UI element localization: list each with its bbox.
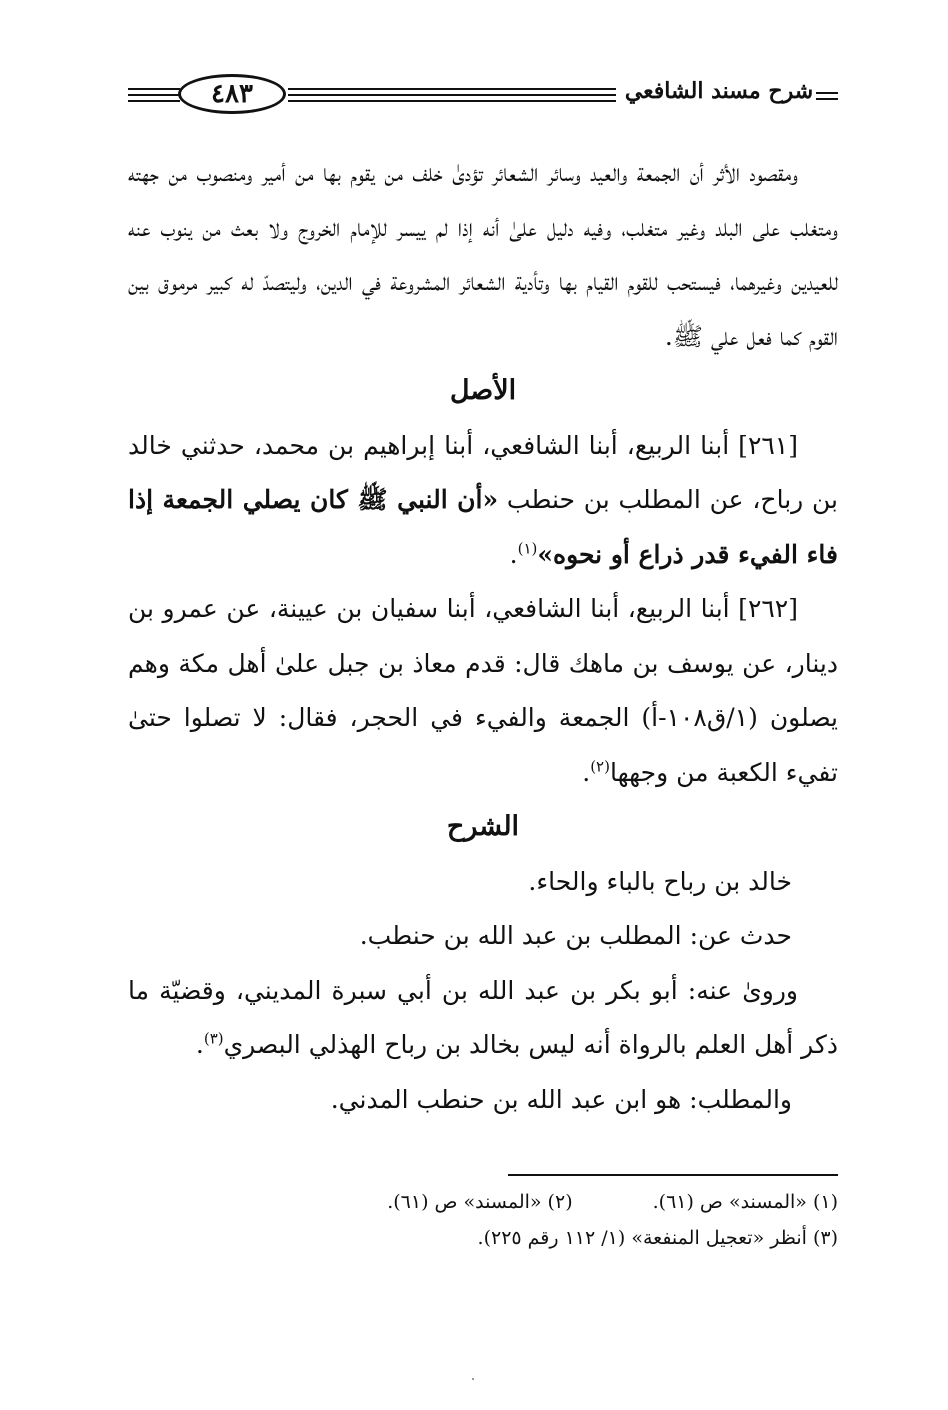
hadith-262-end: . — [582, 757, 591, 787]
sharh-line-2: حدث عن: المطلب بن عبد الله بن حنطب. — [359, 921, 792, 950]
footnote-2: (٢) «المسند» ص (٦١). — [387, 1191, 573, 1213]
hadith-262-text: [٢٦٢] أبنا الربيع، أبنا الشافعي، أبنا سفيان بن عيينة، عن عمرو بن دينار، عن يوسف بن ماهك قال: قدم معاذ بن جبل علىٰ أهل مكة وهم يصلون (١/ق١٠٨-أ) الجمعة والفيء في الحجر، فقال: لا تصلوا حتىٰ تفيء الكعبة من وجهها — [128, 594, 839, 787]
sharh-line-3-text: وروىٰ عنه: أبو بكر بن عبد الله بن أبي سبرة المديني، وقضيّة ما ذكر أهل العلم بالرواة أنه ليس بخالد بن رباح الهذلي البصري — [128, 975, 838, 1059]
sharh-line-3-end: . — [195, 1030, 204, 1059]
footnote-1: (١) «المسند» ص (٦١). — [652, 1191, 838, 1213]
hadith-262 — [128, 582, 838, 800]
footnote-3: (٣) أنظر «تعجيل المنفعة» (١/ ١١٢ رقم ٢٢٥). — [477, 1227, 838, 1249]
sharh-line-1: خالد بن رباح بالباء والحاء. — [528, 866, 792, 896]
footnote-ref-3: (٣) — [203, 1029, 224, 1048]
page-number-oval — [178, 74, 286, 114]
running-title: شرح مسند الشافعي — [624, 78, 814, 104]
heading-asl: الأصل — [449, 375, 517, 406]
hadith-261-matn: «أن النبي ﷺ كان يصلي الجمعة إذا فاء الفيء قدر ذراع أو نحوه» — [128, 485, 838, 569]
hadith-261 — [128, 419, 838, 583]
sharh-line-4: والمطلب: هو ابن عبد الله بن حنطب المدني. — [330, 1084, 792, 1114]
header-rule-left — [128, 88, 180, 90]
intro-paragraph: ومقصود الأثر أن الجمعة والعيد وسائر الشعائر تؤدىٰ خلف من يقوم بها من أمير ومنصوب من جهته ومتغلب على البلد وغير متغلب، وفيه دليل علىٰ أنه إذا لم ييسر للإمام الخروج ولا بعث من ينوب عنه للعيدين وغيرهما، فيستحب للقوم القيام بها وتأدية الشعائر المشروعة في الدين، وليتصدّ له كبير مرموق بين القوم كما فعل علي ﷺ. — [128, 158, 838, 351]
sharh-line-3 — [128, 964, 838, 1073]
page-number: ٤٨٣ — [211, 79, 253, 109]
footnote-separator — [508, 1174, 838, 1176]
heading-sharh: الشرح — [446, 811, 520, 842]
page-body — [128, 146, 838, 1127]
footnotes — [128, 1184, 838, 1256]
hadith-261-isnad: [٢٦١] أبنا الربيع، أبنا الشافعي، أبنا إبراهيم بن محمد، حدثني خالد بن رباح، عن المطلب بن حنطب — [128, 430, 838, 514]
footnote-ref-2: (٢) — [590, 757, 610, 776]
page-header — [128, 68, 838, 120]
scan-speck — [472, 1378, 474, 1380]
hadith-261-end: . — [509, 539, 518, 569]
footnote-row-1 — [128, 1184, 838, 1220]
footnote-ref-1: (١) — [517, 539, 538, 558]
footnote-row-2 — [128, 1220, 838, 1256]
header-rule-right — [816, 92, 838, 94]
header-rule-middle — [288, 88, 616, 90]
